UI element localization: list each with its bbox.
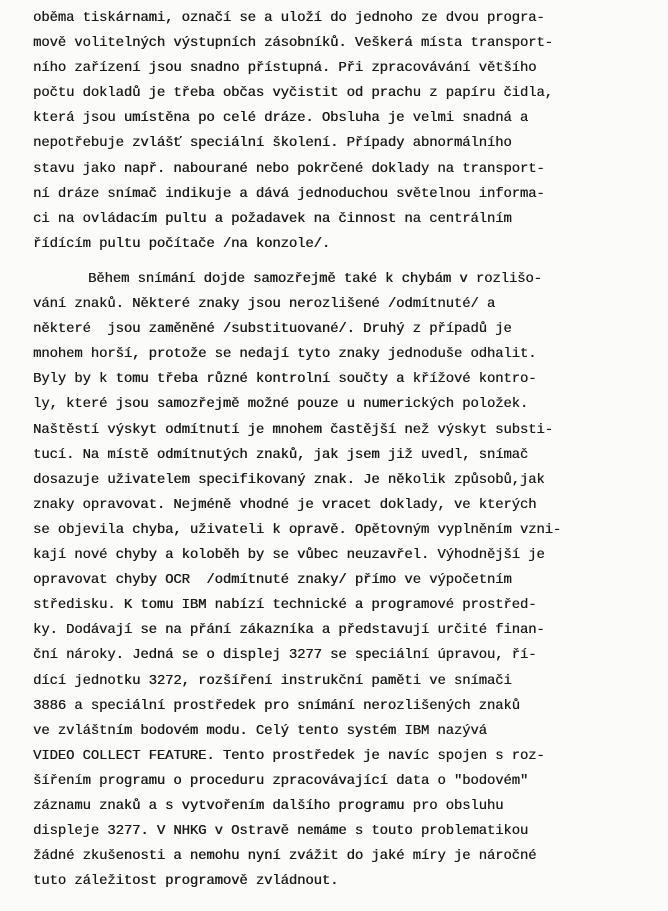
text-line: tuto záležitost programově zvládnout.: [33, 873, 339, 890]
text-line: záznamu znaků a s vytvořením dalšího programu pro obsluhu: [33, 797, 504, 814]
text-line: ci na ovládacím pultu a požadavek na činnost na centrálním: [33, 210, 512, 227]
text-line: ve zvláštním bodovém modu. Celý tento systém IBM nazývá: [33, 722, 487, 739]
text-line: oběma tiskárnami, označí se a uloží do jednoho ze dvou progra-: [33, 10, 545, 26]
text-line: dosazuje uživatelem specifikovaný znak. Je několik způsobů,jak: [33, 471, 545, 488]
text-line: ního zařízení jsou snadno přístupná. Při zpracovávání většího: [33, 60, 537, 77]
text-line: nepotřebuje zvlášť speciální školení. Případy abnormálního: [33, 135, 512, 152]
paragraph-2: [33, 267, 663, 894]
text-line: se objevila chyba, uživateli k opravě. Opětovným vyplněním vzni-: [33, 521, 562, 538]
text-line: opravovat chyby OCR /odmítnuté znaky/ přímo ve výpočetním: [33, 572, 512, 589]
text-line: středisku. K tomu IBM nabízí technické a programové prostřed-: [33, 597, 537, 614]
text-line: řídícím pultu počítače /na konzole/.: [33, 235, 331, 252]
paragraph-1: [33, 6, 663, 257]
text-line: kají nové chyby a koloběh by se vůbec neuzavřel. Výhodnější je: [33, 547, 545, 564]
text-line: Během snímání dojde samozřejmě také k chybám v rozlišo-: [88, 271, 542, 287]
text-line: tucí. Na místě odmítnutých znaků, jak jsem již uvedl, snímač: [33, 446, 529, 463]
text-line: Naštěstí výskyt odmítnutí je mnohem častější než výskyt substi-: [33, 421, 553, 438]
text-line: počtu dokladů je třeba občas vyčistit od prachu z papíru čidla,: [33, 85, 553, 102]
text-line: dící jednotku 3272, rozšíření instrukční paměti ve snímači: [33, 672, 512, 689]
text-line: mově volitelných výstupních zásobníků. Veškerá místa transport-: [33, 35, 553, 52]
text-line: Byly by k tomu třeba různé kontrolní součty a křížové kontro-: [33, 371, 537, 388]
text-line: VIDEO COLLECT FEATURE. Tento prostředek je navíc spojen s roz-: [33, 747, 545, 764]
text-line: vání znaků. Některé znaky jsou nerozlišené /odmítnuté/ a: [33, 296, 496, 313]
text-line: mnohem horší, protože se nedají tyto znaky jednoduše odhalit.: [33, 346, 537, 363]
text-line: stavu jako např. nabourané nebo pokrčené doklady na transport-: [33, 160, 545, 177]
text-line: některé jsou zaměněné /substituované/. Druhý z případů je: [33, 321, 512, 338]
text-line: žádné zkušenosti a nemohu nyní zvážit do jaké míry je náročné: [33, 848, 537, 865]
text-line: znaky opravovat. Nejméně vhodné je vracet doklady, ve kterých: [33, 496, 537, 513]
text-line: displeje 3277. V NHKG v Ostravě nemáme s touto problematikou: [33, 823, 529, 840]
text-line: šířením programu o proceduru zpracovávající data o "bodovém": [33, 772, 529, 789]
text-line: která jsou umístěna po celé dráze. Obsluha je velmi snadná a: [33, 110, 529, 127]
text-line: ční nároky. Jedná se o displej 3277 se speciální úpravou, ří-: [33, 647, 537, 664]
text-line: 3886 a speciální prostředek pro snímání nerozlišených znaků: [33, 697, 520, 714]
text-line: ly, které jsou samozřejmě možné pouze u numerických položek.: [33, 396, 529, 413]
text-line: ky. Dodávají se na přání zákazníka a představují určité finan-: [33, 622, 545, 639]
text-line: ní dráze snímač indikuje a dává jednoduchou světelnou informa-: [33, 185, 545, 202]
